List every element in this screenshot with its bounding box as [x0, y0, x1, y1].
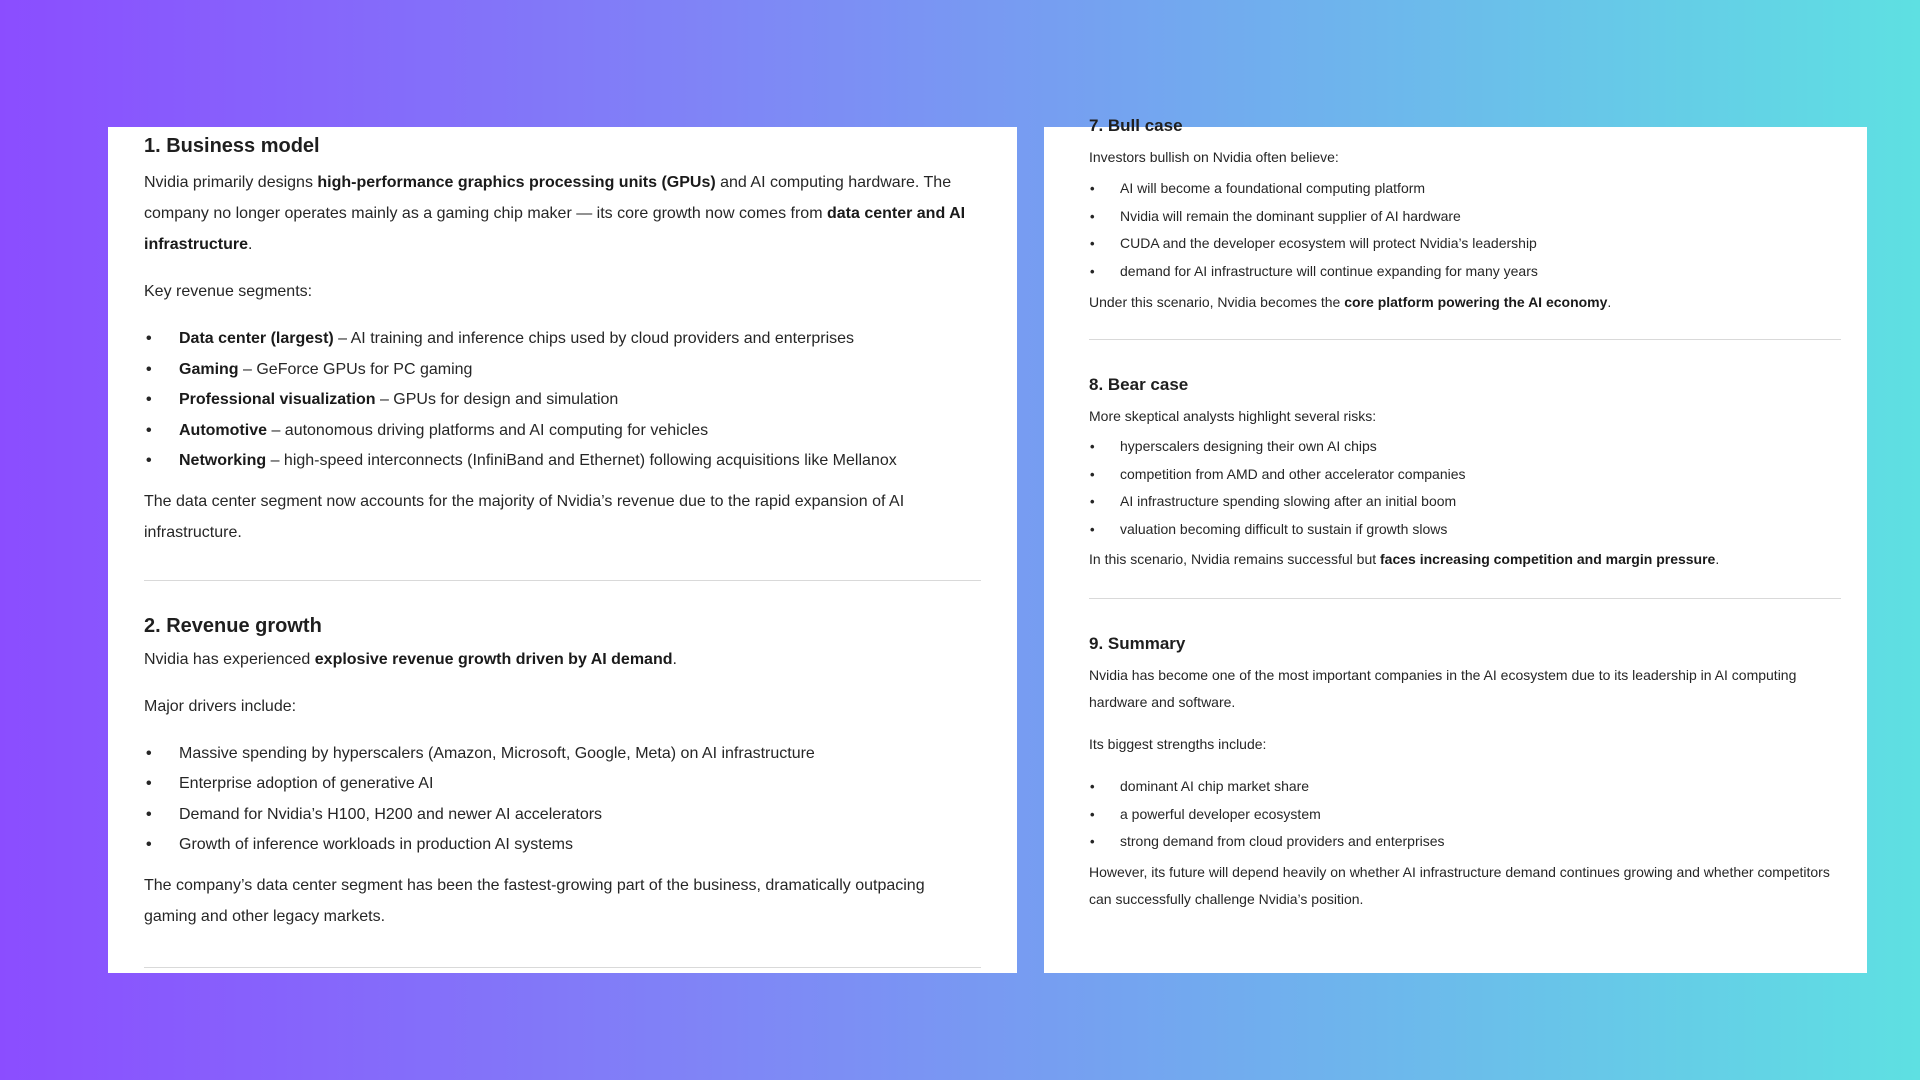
- left-document-panel: [108, 127, 1017, 973]
- bull-case-list: [1089, 175, 1841, 285]
- list-item: • Demand for Nvidia’s H100, H200 and newer AI accelerators: [144, 800, 981, 831]
- list-item: • Enterprise adoption of generative AI: [144, 769, 981, 800]
- bullet-icon: •: [146, 360, 152, 378]
- bullet-icon: •: [1090, 263, 1095, 279]
- right-document-panel: [1044, 116, 1867, 973]
- text-run: Nvidia has experienced: [144, 650, 315, 668]
- list-item: • demand for AI infrastructure will continue expanding for many years: [1089, 258, 1841, 286]
- list-item: • Data center (largest) – AI training and inference chips used by cloud providers and enterprises: [144, 324, 981, 355]
- text-run: In this scenario, Nvidia remains successful but: [1089, 551, 1381, 567]
- section-divider: [144, 580, 981, 581]
- bullet-icon: •: [1090, 208, 1095, 224]
- bullet-icon: •: [1090, 806, 1095, 822]
- summary-intro: Nvidia has become one of the most important companies in the AI ecosystem due to its leadership in AI computing hardware and software.: [1089, 667, 1797, 710]
- section-divider: [144, 967, 981, 968]
- emphasis-text: core platform powering the AI economy: [1344, 294, 1608, 310]
- list-item: • AI will become a foundational computing platform: [1089, 175, 1841, 203]
- business-model-outro: The data center segment now accounts for the majority of Nvidia’s revenue due to the rapid expansion of AI infrastructure.: [144, 492, 905, 541]
- section-title-bull-case: 7. Bull case: [1089, 116, 1183, 135]
- text-run: .: [1607, 294, 1612, 310]
- section-title-summary: 9. Summary: [1089, 634, 1186, 653]
- list-item: • a powerful developer ecosystem: [1089, 801, 1841, 829]
- bear-case-intro: More skeptical analysts highlight several risks:: [1089, 408, 1377, 424]
- text-run: Under this scenario, Nvidia becomes the: [1089, 294, 1345, 310]
- bullet-icon: •: [146, 836, 152, 853]
- bullet-icon: •: [146, 744, 152, 762]
- bullet-icon: •: [146, 421, 152, 439]
- revenue-segments-list: [144, 324, 981, 477]
- list-item: • hyperscalers designing their own AI chips: [1089, 433, 1841, 461]
- strengths-list: [1089, 773, 1841, 856]
- emphasis-text: explosive revenue growth driven by AI demand: [314, 650, 673, 668]
- strengths-label: Its biggest strengths include:: [1089, 736, 1267, 752]
- bull-case-intro: Investors bullish on Nvidia often believe:: [1089, 149, 1339, 165]
- bullet-icon: •: [1090, 181, 1095, 196]
- bullet-icon: •: [146, 775, 152, 792]
- bullet-icon: •: [1090, 466, 1095, 482]
- bullet-icon: •: [146, 452, 152, 469]
- text-run: .: [672, 650, 677, 668]
- drivers-list: [144, 739, 981, 861]
- business-model-intro: [144, 167, 981, 260]
- list-item: • Gaming – GeForce GPUs for PC gaming: [144, 355, 981, 386]
- list-item: • Growth of inference workloads in production AI systems: [144, 830, 981, 861]
- list-item: • Automotive – autonomous driving platforms and AI computing for vehicles: [144, 416, 981, 447]
- bullet-icon: •: [1090, 779, 1095, 794]
- revenue-growth-intro: [144, 644, 981, 675]
- summary-outro: However, its future will depend heavily on whether AI infrastructure demand continues growing and whether competitors can successfully challenge Nvidia’s position.: [1089, 863, 1830, 907]
- list-item: • AI infrastructure spending slowing after an initial boom: [1089, 488, 1841, 516]
- emphasis-text: data center and AI infrastructure: [144, 205, 966, 253]
- drivers-label: Major drivers include:: [144, 697, 297, 715]
- bullet-icon: •: [1090, 439, 1095, 454]
- revenue-segments-label: Key revenue segments:: [144, 283, 313, 300]
- section-title-revenue-growth: 2. Revenue growth: [144, 614, 322, 637]
- section-title-bear-case: 8. Bear case: [1089, 375, 1189, 394]
- bullet-icon: •: [1090, 521, 1095, 537]
- section-divider: [1089, 598, 1841, 599]
- list-item: • valuation becoming difficult to sustain if growth slows: [1089, 516, 1841, 544]
- list-item: • Networking – high-speed interconnects (InfiniBand and Ethernet) following acquisitions like Mellanox: [144, 446, 981, 477]
- list-item: • strong demand from cloud providers and enterprises: [1089, 828, 1841, 856]
- emphasis-text: high-performance graphics processing units (GPUs): [317, 174, 716, 191]
- bull-case-outro: [1089, 289, 1841, 316]
- section-divider: [1089, 339, 1841, 340]
- list-item: • Nvidia will remain the dominant supplier of AI hardware: [1089, 203, 1841, 231]
- text-run: and AI computing hardware. The company no longer operates mainly as a gaming chip maker — its core growth now comes from: [144, 174, 952, 222]
- text-run: .: [1715, 551, 1720, 567]
- list-item: • CUDA and the developer ecosystem will protect Nvidia’s leadership: [1089, 230, 1841, 258]
- section-title-business-model: 1. Business model: [144, 135, 320, 157]
- list-item: • Massive spending by hyperscalers (Amazon, Microsoft, Google, Meta) on AI infrastructure: [144, 739, 981, 770]
- list-item: • dominant AI chip market share: [1089, 773, 1841, 801]
- bullet-icon: •: [1090, 236, 1095, 251]
- text-run: .: [248, 236, 253, 253]
- bear-case-list: [1089, 433, 1841, 543]
- list-item: • competition from AMD and other accelerator companies: [1089, 461, 1841, 489]
- bullet-icon: •: [146, 805, 152, 823]
- bullet-icon: •: [1090, 494, 1095, 509]
- text-run: Nvidia primarily designs: [144, 174, 318, 191]
- bullet-icon: •: [1090, 834, 1095, 849]
- bullet-icon: •: [146, 330, 152, 347]
- revenue-growth-outro: The company’s data center segment has been the fastest-growing part of the business, dramatically outpacing gaming and other legacy markets.: [144, 876, 925, 925]
- bullet-icon: •: [146, 391, 152, 408]
- emphasis-text: faces increasing competition and margin pressure: [1380, 551, 1716, 567]
- list-item: • Professional visualization – GPUs for design and simulation: [144, 385, 981, 416]
- bear-case-outro: [1089, 546, 1841, 573]
